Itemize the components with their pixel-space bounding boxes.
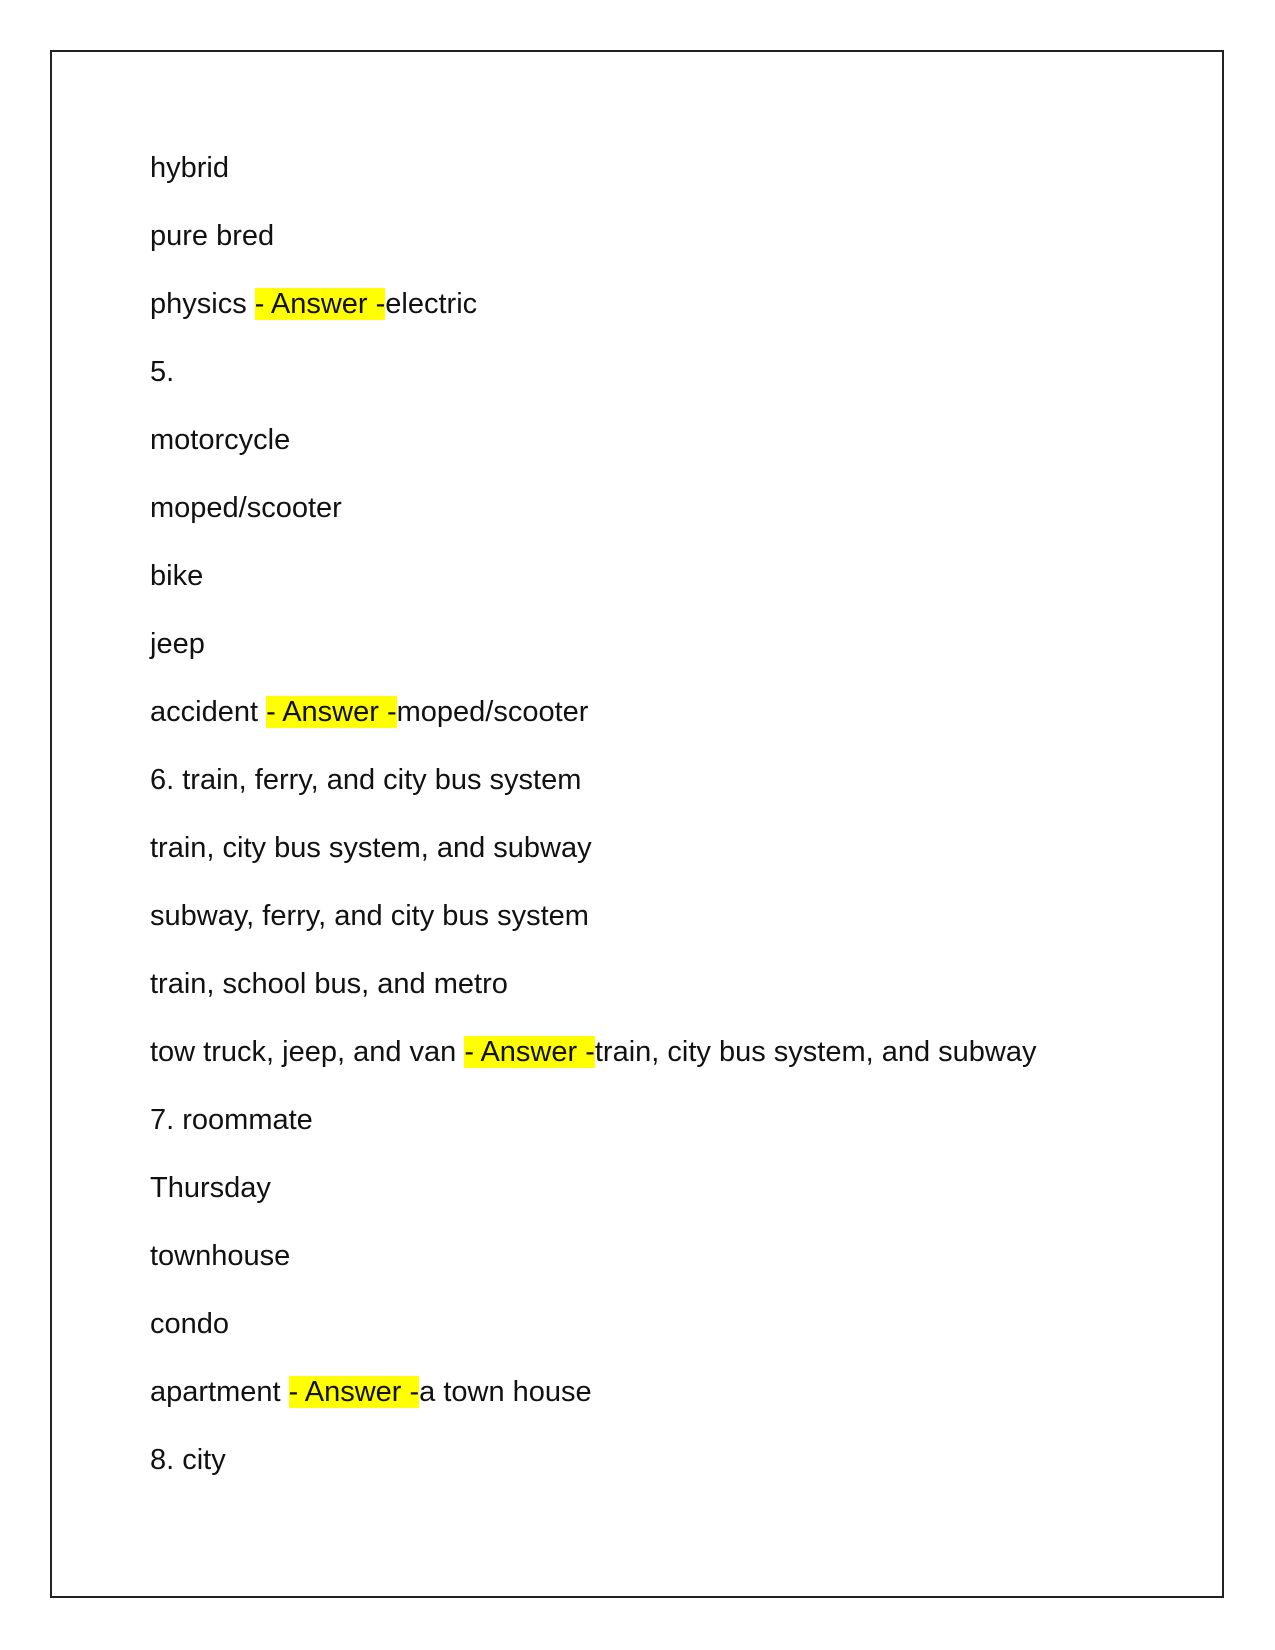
line-2 xyxy=(150,218,1150,286)
line-12 xyxy=(150,898,1150,966)
line-text: subway, ferry, and city bus system xyxy=(150,900,589,932)
line-text: moped/scooter xyxy=(150,492,342,524)
answer-text: moped/scooter xyxy=(396,696,589,728)
answer-highlight: - Answer - xyxy=(464,1036,595,1068)
line-text: accident xyxy=(150,696,267,728)
line-15 xyxy=(150,1102,1150,1170)
line-text: 8. city xyxy=(150,1444,226,1476)
line-text: apartment xyxy=(150,1376,289,1408)
line-text: Thursday xyxy=(150,1172,271,1204)
line-text: train, city bus system, and subway xyxy=(150,832,592,864)
line-text: hybrid xyxy=(150,152,229,184)
line-text: jeep xyxy=(150,628,205,660)
line-text: pure bred xyxy=(150,220,275,252)
answer-highlight: - Answer - xyxy=(254,288,386,320)
line-6 xyxy=(150,490,1150,558)
line-20 xyxy=(150,1442,1150,1510)
document-body xyxy=(150,150,1150,1510)
line-14 xyxy=(150,1034,1150,1102)
line-text: tow truck, jeep, and van xyxy=(150,1036,465,1068)
answer-text: train, city bus system, and subway xyxy=(594,1036,1037,1068)
line-11 xyxy=(150,830,1150,898)
line-text: train, school bus, and metro xyxy=(150,968,508,1000)
line-text: 6. train, ferry, and city bus system xyxy=(150,764,582,796)
line-text: 5. xyxy=(150,356,175,388)
line-7 xyxy=(150,558,1150,626)
line-text: motorcycle xyxy=(150,424,291,456)
line-19 xyxy=(150,1374,1150,1442)
line-text: bike xyxy=(150,560,204,592)
line-10 xyxy=(150,762,1150,830)
line-text: physics xyxy=(150,288,255,320)
answer-text: electric xyxy=(385,288,478,320)
line-13 xyxy=(150,966,1150,1034)
line-4 xyxy=(150,354,1150,422)
line-text: condo xyxy=(150,1308,230,1340)
line-16 xyxy=(150,1170,1150,1238)
line-text: townhouse xyxy=(150,1240,291,1272)
line-18 xyxy=(150,1306,1150,1374)
answer-text: a town house xyxy=(419,1376,592,1408)
answer-highlight: - Answer - xyxy=(288,1376,420,1408)
answer-highlight: - Answer - xyxy=(266,696,397,728)
line-9 xyxy=(150,694,1150,762)
line-1 xyxy=(150,150,1150,218)
line-3 xyxy=(150,286,1150,354)
line-8 xyxy=(150,626,1150,694)
line-17 xyxy=(150,1238,1150,1306)
line-5 xyxy=(150,422,1150,490)
line-text: 7. roommate xyxy=(150,1104,313,1136)
